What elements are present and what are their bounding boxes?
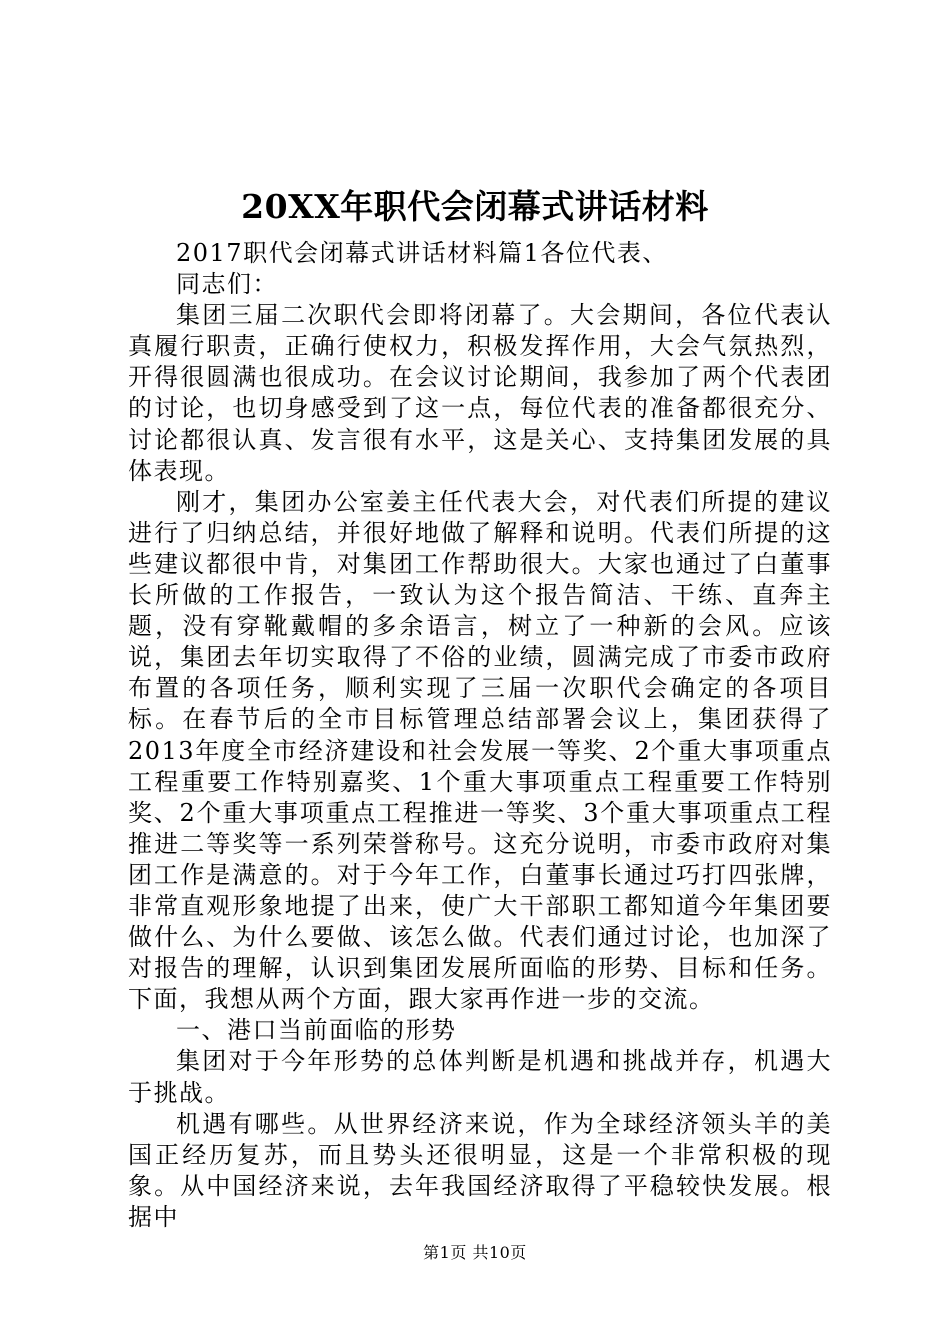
paragraph: 刚才，集团办公室姜主任代表大会，对代表们所提的建议进行了归纳总结，并很好地做了解释和说明。代表们所提的这些建议都很中肯，对集团工作帮助很大。大家也通过了白董事长所做的工作报告，一致认为这个报告简洁、干练、直奔主题，没有穿靴戴帽的多余语言，树立了一种新的会风。应该说，集团去年切实取得了不俗的业绩，圆满完成了市委市政府布置的各项任务，顺利实现了三届一次职代会确定的各项目标。在春节后的全市目标管理总结部署会议上，集团获得了2013年度全市经济建设和社会发展一等奖、2个重大事项重点工程重要工作特别嘉奖、1个重大事项重点工程重要工作特别奖、2个重大事项重点工程推进一等奖、3个重大事项重点工程推进二等奖等一系列荣誉称号。这充分说明，市委市政府对集团工作是满意的。对于今年工作，白董事长通过巧打四张牌，非常直观形象地提了出来，使广大干部职工都知道今年集团要做什么、为什么要做、该怎么做。代表们通过讨论，也加深了对报告的理解，认识到集团发展所面临的形势、目标和任务。下面，我想从两个方面，跟大家再作进一步的交流。	[128, 487, 832, 1014]
paragraph: 机遇有哪些。从世界经济来说，作为全球经济领头羊的美国正经历复苏，而且势头还很明显，这是一个非常积极的现象。从中国经济来说，去年我国经济取得了平稳较快发展。根据中	[128, 1109, 832, 1231]
paragraph: 2017职代会闭幕式讲话材料篇1各位代表、	[176, 239, 668, 267]
document-body	[128, 238, 832, 1233]
paragraph: 同志们：	[176, 270, 278, 299]
page-number-footer: 第1页 共10页	[423, 1243, 527, 1262]
section-heading: 一、港口当前面临的形势	[176, 1016, 457, 1045]
paragraph: 集团对于今年形势的总体判断是机遇和挑战并存，机遇大于挑战。	[128, 1047, 832, 1107]
paragraph: 集团三届二次职代会即将闭幕了。大会期间，各位代表认真履行职责，正确行使权力，积极发挥作用，大会气氛热烈，开得很圆满也很成功。在会议讨论期间，我参加了两个代表团的讨论，也切身感受到了这一点，每位代表的准备都很充分、讨论都很认真、发言很有水平，这是关心、支持集团发展的具体表现。	[128, 301, 832, 485]
document-title: 20XX年职代会闭幕式讲话材料	[241, 187, 709, 226]
